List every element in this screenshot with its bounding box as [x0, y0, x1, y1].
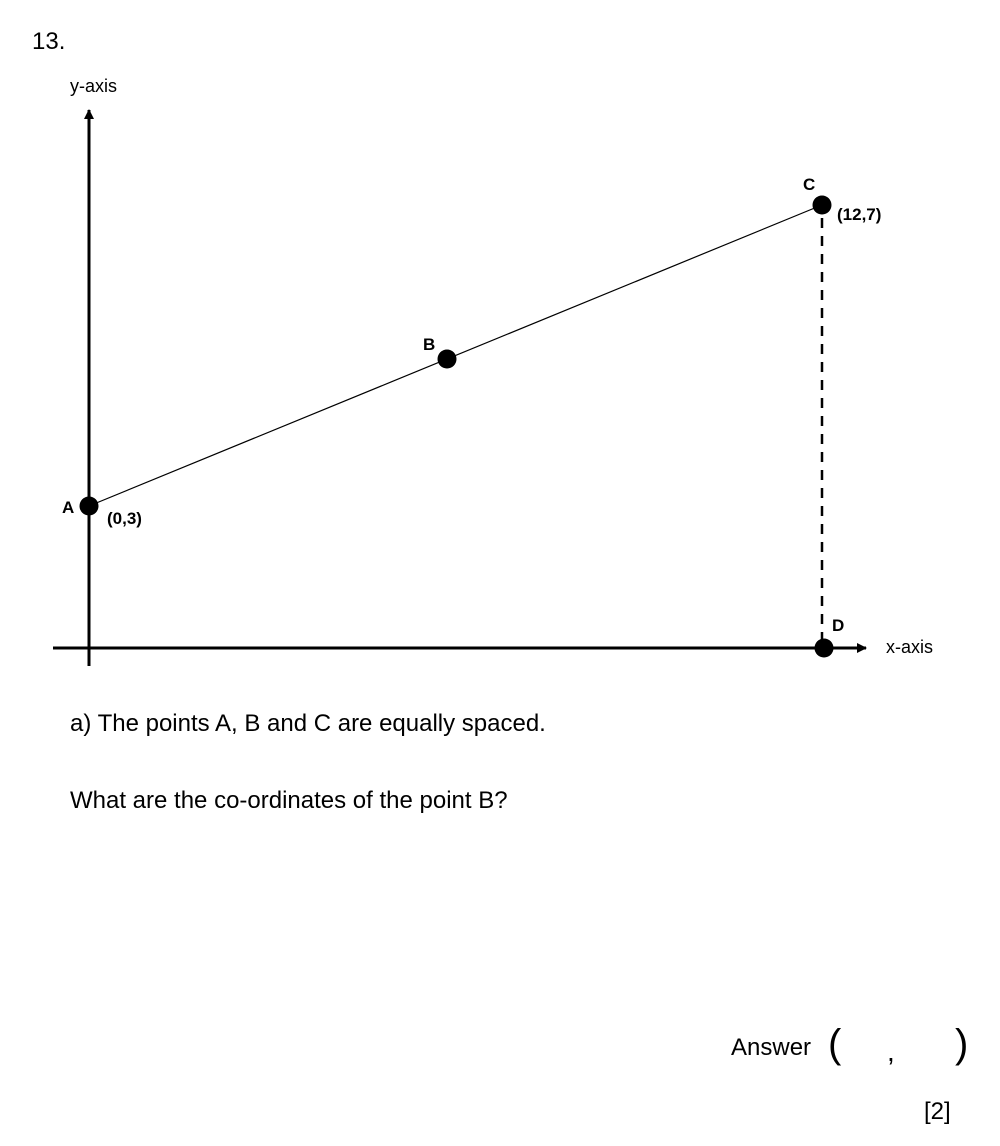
marks-indicator: [2] [924, 1098, 951, 1125]
answer-label: Answer [731, 1034, 812, 1061]
point-b-label: B [423, 335, 436, 354]
answer-open-paren: ( [828, 1022, 842, 1066]
answer-comma: , [887, 1036, 895, 1067]
point-c-label: C [803, 175, 816, 194]
point-a [80, 497, 99, 516]
y-axis-label: y-axis [70, 76, 118, 96]
point-a-label: A [62, 498, 75, 517]
point-c [813, 196, 832, 215]
answer-close-paren: ) [955, 1022, 969, 1066]
x-axis-label: x-axis [886, 637, 934, 657]
point-d [815, 639, 834, 658]
question-number: 13. [32, 28, 66, 55]
point-a-coords: (0,3) [107, 509, 142, 528]
answer-area[interactable] [731, 1022, 976, 1072]
part-a-question: What are the co-ordinates of the point B? [70, 787, 508, 814]
part-a-statement: a) The points A, B and C are equally spaced. [70, 710, 546, 737]
point-d-label: D [832, 616, 845, 635]
point-b [438, 350, 457, 369]
point-c-coords: (12,7) [837, 205, 882, 224]
